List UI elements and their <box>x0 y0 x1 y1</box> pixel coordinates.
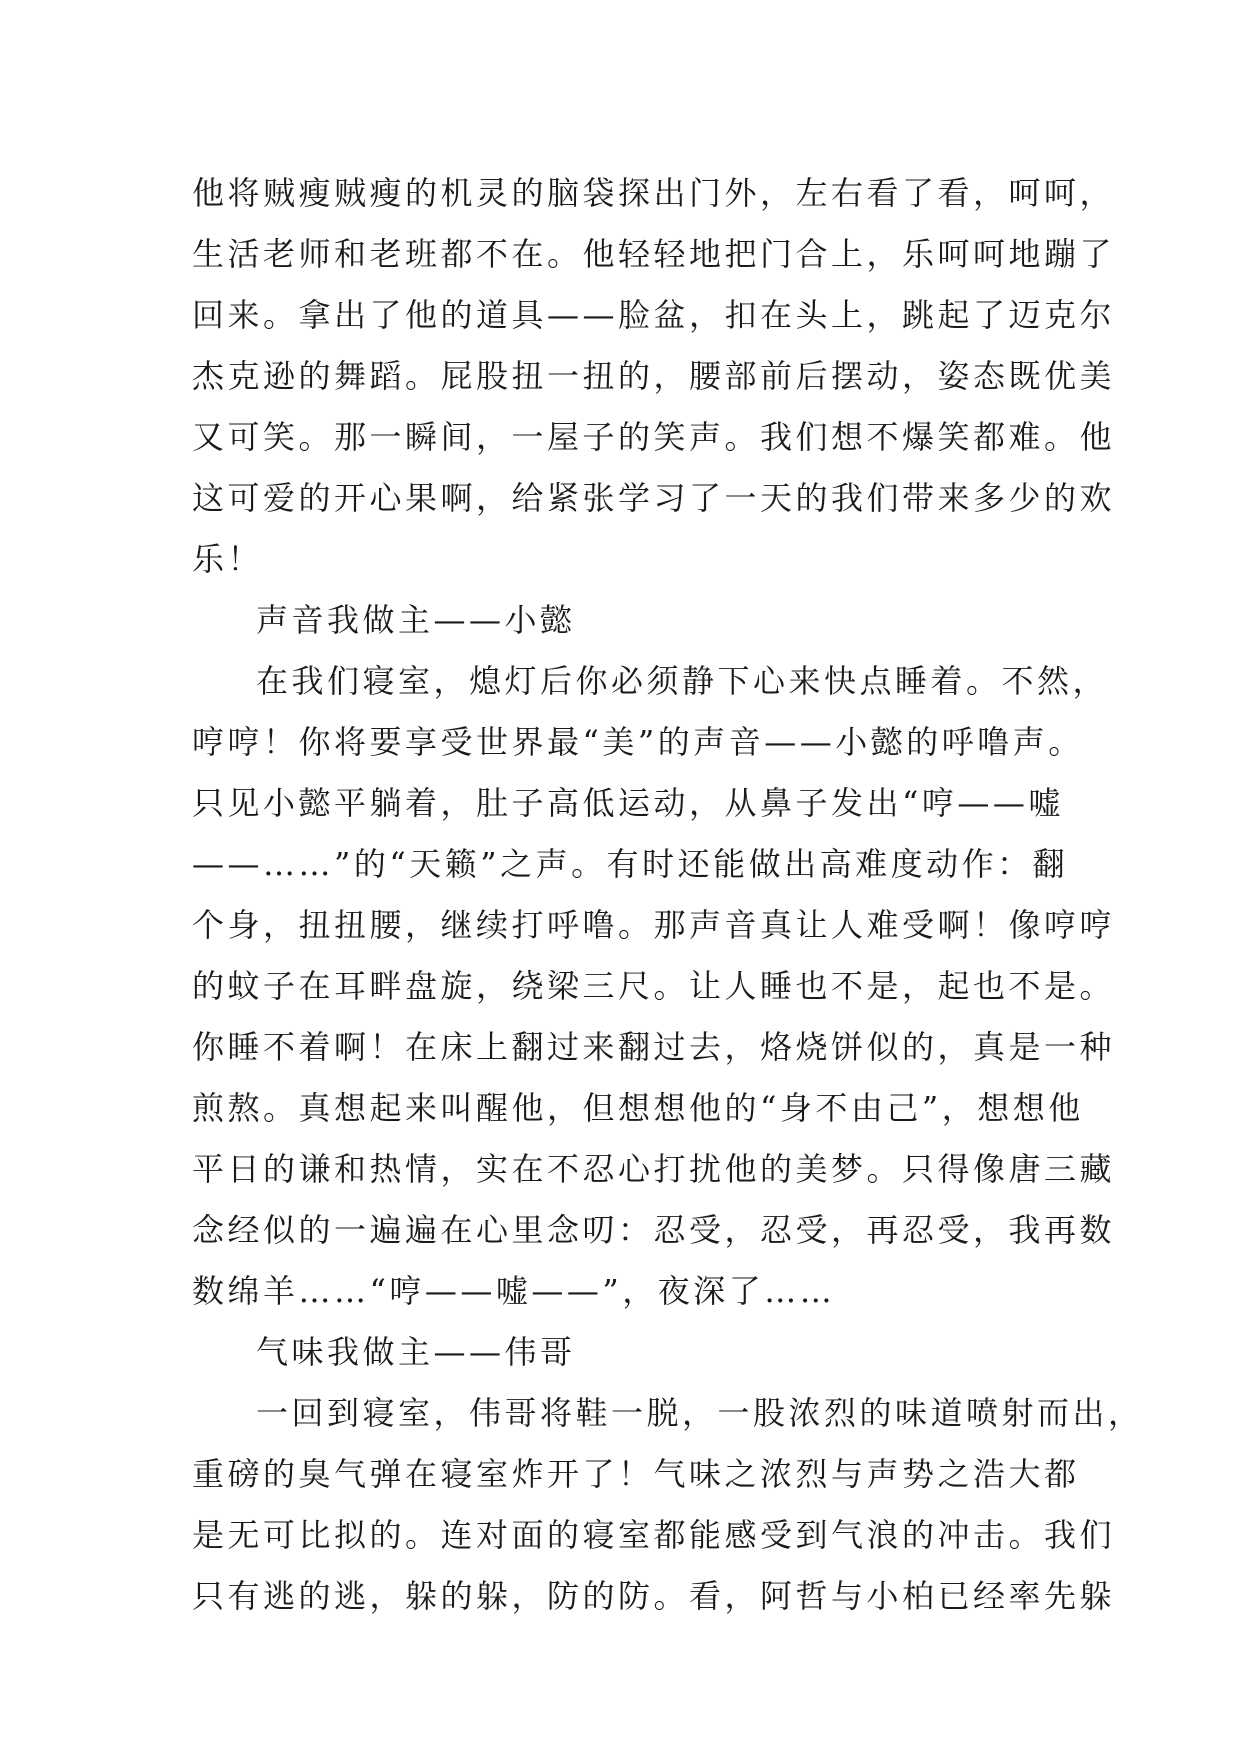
text-line: 又可笑。那一瞬间，一屋子的笑声。我们想不爆笑都难。他 <box>192 418 1116 456</box>
text-line: 一回到寝室，伟哥将鞋一脱，一股浓烈的味道喷射而出， <box>256 1394 1144 1432</box>
text-line: 只见小懿平躺着，肚子高低运动，从鼻子发出“哼——嘘 <box>192 784 1064 822</box>
text-line: 只有逃的逃，躲的躲，防的防。看，阿哲与小柏已经率先躲 <box>192 1577 1116 1615</box>
text-line: 你睡不着啊！在床上翻过来翻过去，烙烧饼似的，真是一种 <box>192 1028 1116 1066</box>
text-line: 乐！ <box>192 540 264 578</box>
text-line: 重磅的臭气弹在寝室炸开了！气味之浓烈与声势之浩大都 <box>192 1455 1080 1493</box>
text-line: 这可爱的开心果啊，给紧张学习了一天的我们带来多少的欢 <box>192 479 1116 517</box>
text-line: 平日的谦和热情，实在不忍心打扰他的美梦。只得像唐三藏 <box>192 1150 1116 1188</box>
text-line: 他将贼瘦贼瘦的机灵的脑袋探出门外，左右看了看，呵呵， <box>192 174 1116 212</box>
text-line: 煎熬。真想起来叫醒他，但想想他的“身不由己”，想想他 <box>192 1089 1084 1127</box>
text-line: 杰克逊的舞蹈。屁股扭一扭的，腰部前后摆动，姿态既优美 <box>192 357 1116 395</box>
text-line: 哼哼！你将要享受世界最“美”的声音——小懿的呼噜声。 <box>192 723 1084 761</box>
text-line: 生活老师和老班都不在。他轻轻地把门合上，乐呵呵地蹦了 <box>192 235 1116 273</box>
document-page <box>192 163 1144 1627</box>
text-line: 的蚊子在耳畔盘旋，绕梁三尺。让人睡也不是，起也不是。 <box>192 967 1116 1005</box>
text-line: 气味我做主——伟哥 <box>256 1333 576 1371</box>
text-line: 个身，扭扭腰，继续打呼噜。那声音真让人难受啊！像哼哼 <box>192 906 1116 944</box>
text-line: 是无可比拟的。连对面的寝室都能感受到气浪的冲击。我们 <box>192 1516 1116 1554</box>
text-line: 数绵羊……“哼——嘘——”，夜深了…… <box>192 1272 836 1310</box>
text-line: 念经似的一遍遍在心里念叨：忍受，忍受，再忍受，我再数 <box>192 1211 1116 1249</box>
text-line: 声音我做主——小懿 <box>256 601 576 639</box>
text-line: 在我们寝室，熄灯后你必须静下心来快点睡着。不然， <box>256 662 1109 700</box>
text-line: ——……”的“天籁”之声。有时还能做出高难度动作：翻 <box>192 845 1069 883</box>
text-line: 回来。拿出了他的道具——脸盆，扣在头上，跳起了迈克尔 <box>192 296 1116 334</box>
